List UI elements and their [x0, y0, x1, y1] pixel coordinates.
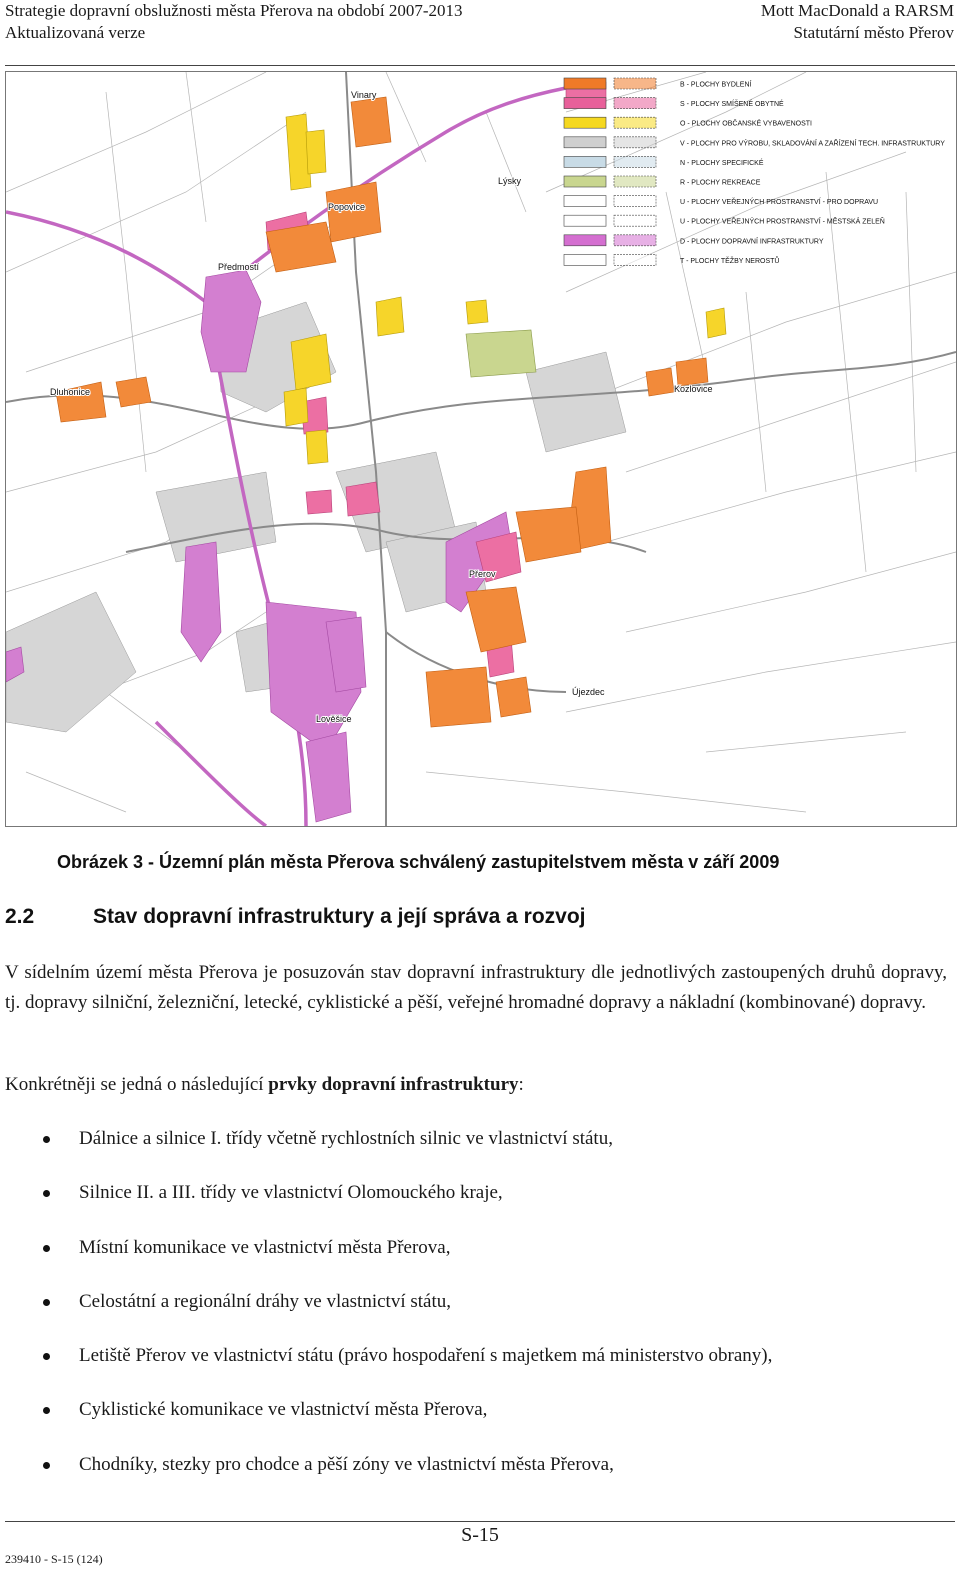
header-document-title: Strategie dopravní obslužnosti města Přerova na období 2007-2013 [5, 1, 463, 20]
legend-swatch-proposed [614, 156, 656, 167]
place-kozlovice: Kozlovice [674, 384, 713, 394]
page-number: S-15 [461, 1524, 499, 1546]
place-predmosti: Předmostí [218, 262, 260, 272]
legend-swatch-proposed [614, 137, 656, 148]
section-title: Stav dopravní infrastruktury a její správa a rozvoj [93, 905, 586, 928]
footer-divider [5, 1521, 955, 1522]
legend-swatch [564, 196, 606, 207]
legend-swatch-proposed [614, 254, 656, 265]
legend-swatch-proposed [614, 176, 656, 187]
legend-swatch-proposed [614, 117, 656, 128]
legend-swatch-proposed [614, 196, 656, 207]
map-drawing [6, 72, 956, 826]
legend-swatch [564, 176, 606, 187]
place-prerov: Přerov [469, 569, 496, 579]
header-version: Aktualizovaná verze [5, 23, 146, 42]
header-right [761, 0, 954, 44]
bullet-icon [43, 1462, 50, 1469]
legend-swatch [564, 78, 606, 89]
list-item-text: Místní komunikace ve vlastnictví města Přerova, [79, 1236, 451, 1258]
legend-swatch [564, 235, 606, 246]
list-item-text: Letiště Přerov ve vlastnictví státu (právo hospodaření s majetkem má ministerstvo obrany), [79, 1345, 773, 1367]
bullet-icon [43, 1190, 50, 1197]
legend-swatch-proposed [614, 235, 656, 246]
intro-colon: : [518, 1074, 524, 1095]
legend-swatch [564, 156, 606, 167]
legend-label: N - PLOCHY SPECIFICKÉ [680, 159, 764, 167]
legend-label: U - PLOCHY VEŘEJNÝCH PROSTRANSTVÍ - PRO DOPRAVU [680, 199, 879, 207]
legend-label: D - PLOCHY DOPRAVNÍ INFRASTRUKTURY [680, 238, 824, 246]
list-item [5, 1125, 947, 1179]
list-item-text: Dálnice a silnice I. třídy včetně rychlostních silnic ve vlastnictví státu, [79, 1128, 613, 1149]
figure-caption: Obrázek 3 - Územní plán města Přerova schválený zastupitelstvem města v září 2009 [57, 852, 780, 872]
list-item [5, 1396, 947, 1450]
list-item-text: Cyklistické komunikace ve vlastnictví města Přerova, [79, 1399, 488, 1421]
intro-text: Konkrétněji se jedná o následující [5, 1074, 269, 1095]
legend-swatch [564, 98, 606, 109]
legend-label: O - PLOCHY OBČANSKÉ VYBAVENOSTI [680, 120, 812, 128]
document-code: 239410 - S-15 (124) [5, 1552, 103, 1566]
legend-label: V - PLOCHY PRO VÝROBU, SKLADOVÁNÍ A ZAŘÍZENÍ TECH. INFRASTRUKTURY [680, 140, 945, 148]
legend-label: B - PLOCHY BYDLENÍ [680, 81, 752, 89]
place-ujezdec: Újezdec [572, 687, 605, 697]
header-author: Mott MacDonald a RARSM [760, 1, 954, 20]
list-item-text: Chodníky, stezky pro chodce a pěší zóny ve vlastnictví města Přerova, [79, 1453, 614, 1475]
legend-swatch-proposed [614, 98, 656, 109]
bullet-icon [43, 1353, 50, 1360]
list-item [5, 1234, 947, 1288]
legend-swatch [564, 215, 606, 226]
recreation-area [466, 330, 536, 377]
list-item [5, 1288, 947, 1342]
infrastructure-list [5, 1125, 947, 1505]
legend-label: R - PLOCHY REKREACE [680, 179, 761, 187]
section-number: 2.2 [5, 905, 35, 928]
header-client: Statutární město Přerov [793, 23, 954, 42]
list-item-text: Silnice II. a III. třídy ve vlastnictví Olomouckého kraje, [79, 1182, 503, 1204]
bullet-icon [43, 1245, 50, 1252]
place-lysky: Lýsky [498, 176, 522, 186]
header-left [5, 0, 463, 44]
land-use-map [5, 71, 957, 827]
bullet-icon [43, 1407, 50, 1414]
list-item [5, 1179, 947, 1233]
place-popovice: Popovice [328, 202, 366, 212]
place-lovesice: Lověšice [316, 714, 352, 724]
list-item [5, 1451, 947, 1505]
bullet-icon [43, 1136, 50, 1143]
place-vinary: Vinary [351, 90, 377, 100]
list-item [5, 1342, 947, 1396]
section-heading [5, 905, 586, 929]
bullet-icon [43, 1299, 50, 1306]
legend-swatch-proposed [614, 78, 656, 89]
place-dluhonice: Dluhonice [50, 387, 91, 397]
legend-swatch-proposed [614, 215, 656, 226]
page-header [0, 0, 960, 66]
intro-bold-text: prvky dopravní infrastruktury [268, 1074, 519, 1095]
legend-swatch [564, 254, 606, 265]
list-item-text: Celostátní a regionální dráhy ve vlastnictví státu, [79, 1290, 451, 1312]
legend-label: S - PLOCHY SMÍŠENÉ OBYTNÉ [680, 101, 784, 109]
header-divider [5, 65, 955, 66]
legend-swatch [564, 137, 606, 148]
intro-paragraph [5, 1070, 947, 1100]
legend-swatch [564, 117, 606, 128]
legend-label: T - PLOCHY TĚŽBY NEROSTŮ [680, 257, 780, 265]
legend-label: U - PLOCHY VEŘEJNÝCH PROSTRANSTVÍ - MĚSTSKÁ ZELEŇ [680, 218, 885, 226]
body-paragraph: V sídelním území města Přerova je posuzován stav dopravní infrastruktury dle jednotlivých zastoupených druhů dopravy, tj. dopravy silniční, železniční, letecké, cyklistické a pěší, veřejné hromadné dopravy a nákladní (kombinované) dopravy. [5, 962, 947, 1013]
